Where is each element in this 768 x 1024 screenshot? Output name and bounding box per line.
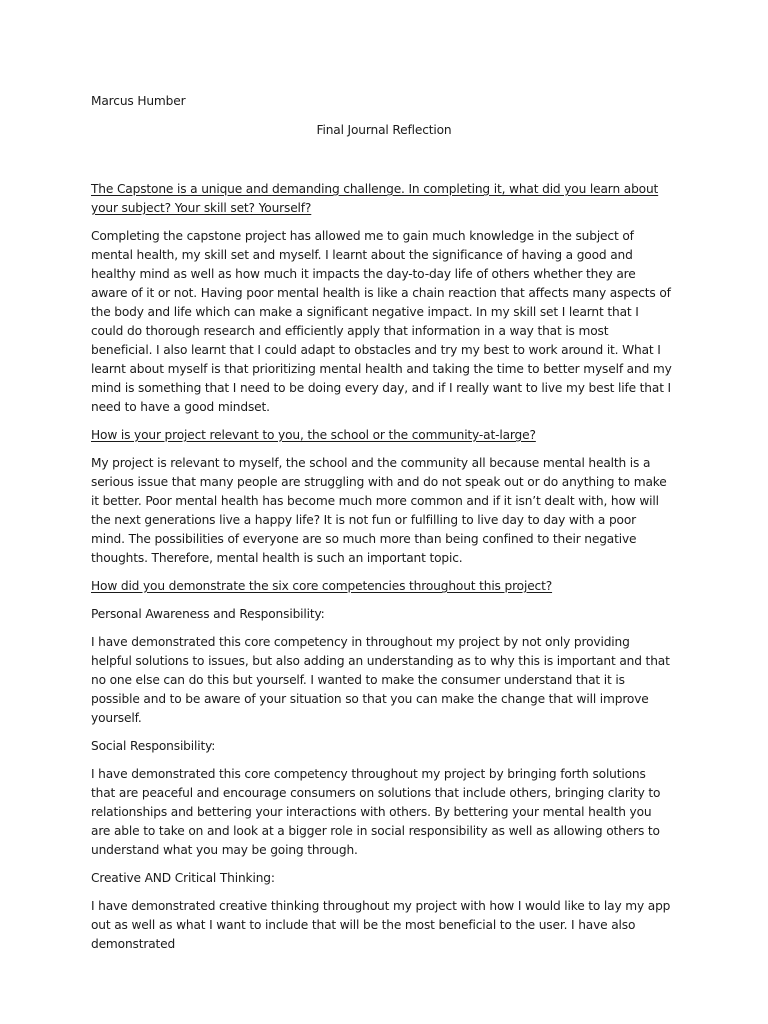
section-heading-creative-critical-thinking: Creative AND Critical Thinking: — [91, 871, 275, 885]
question-core-competencies: How did you demonstrate the six core competencies throughout this project? — [91, 579, 553, 593]
author-name: Marcus Humber — [91, 94, 186, 108]
answer-capstone-learning: Completing the capstone project has allowed me to gain much knowledge in the subject of mental health, my skill set and myself. I learnt about the significance of having a good and healthy mind as well as how much it impacts the day-to-day life of others whether they are aware of it or not. Having poor mental health is like a chain reaction that affects many aspects of the body and life which can make a significant negative impact. In my skill set I learnt that I could do thorough research and efficiently apply that information in a way that is most beneficial. I also learnt that I could adapt to obstacles and try my best to work around it. What I learnt about myself is that prioritizing mental health and taking the time to better myself and my mind is something that I need to be doing every day, and if I really want to live my best life that I need to have a good mindset. — [91, 229, 672, 414]
answer-project-relevance: My project is relevant to myself, the school and the community all because mental health is a serious issue that many people are struggling with and do not speak out or do anything to make it better. Poor mental health has become much more common and if it isn’t dealt with, how will the next generations live a happy life? It is not fun or fulfilling to live day to day with a poor mind. The possibilities of everyone are so much more than being confined to their negative thoughts. Therefore, mental health is such an important topic. — [91, 456, 667, 565]
section-text-social-responsibility: I have demonstrated this core competency throughout my project by bringing forth solutions that are peaceful and encourage consumers on solutions that include others, bringing clarity to relationships and bettering your interactions with others. By bettering your mental health you are able to take on and look at a bigger role in social responsibility as well as allowing others to understand what you may be going through. — [91, 767, 661, 857]
section-heading-personal-awareness: Personal Awareness and Responsibility: — [91, 607, 325, 621]
document-title: Final Journal Reflection — [316, 123, 452, 137]
question-capstone-learning: The Capstone is a unique and demanding challenge. In completing it, what did you learn about your subject? Your skill set? Yourself? — [91, 182, 659, 215]
document-body — [91, 180, 673, 963]
section-text-personal-awareness: I have demonstrated this core competency in throughout my project by not only providing helpful solutions to issues, but also adding an understanding as to why this is important and that no one else can do this but yourself. I wanted to make the consumer understand that it is possible and to be aware of your situation so that you can make the change that will improve yourself. — [91, 635, 670, 725]
section-text-creative-critical-thinking: I have demonstrated creative thinking throughout my project with how I would like to lay my app out as well as what I want to include that will be the most beneficial to the user. I have also demonstrated — [91, 899, 671, 951]
question-project-relevance: How is your project relevant to you, the school or the community-at-large? — [91, 428, 536, 442]
section-heading-social-responsibility: Social Responsibility: — [91, 739, 216, 753]
